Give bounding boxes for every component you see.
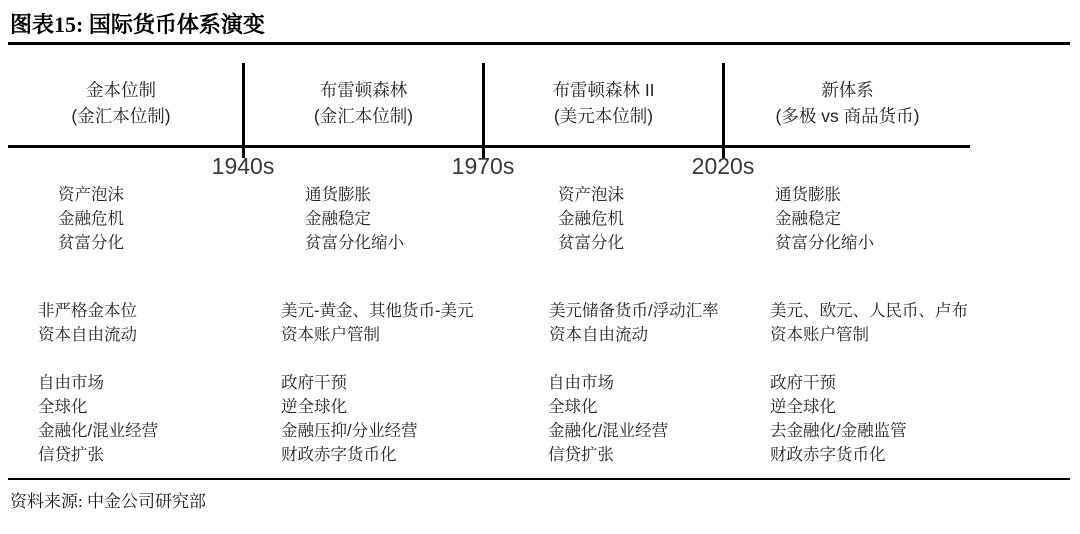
currency-item: 美元储备货币/浮动汇率 [549,302,719,320]
column-divider [722,63,725,158]
outcomes-block-col4 [775,183,874,255]
policy-item: 财政赤字货币化 [281,446,397,464]
column-header-line1: 布雷顿森林 [319,80,408,100]
column-divider [482,63,485,158]
outcome-item: 贫富分化 [58,234,124,252]
outcome-item: 金融危机 [58,210,124,228]
currency-regime-block-col4 [770,299,968,347]
footer-divider [8,478,1070,480]
policy-item: 政府干预 [770,374,836,392]
era-label-2020s: 2020s [691,153,755,179]
policy-block-col2 [281,371,418,467]
policy-item: 自由市场 [38,374,104,392]
policy-block-col3 [548,371,668,467]
era-label-1970s: 1970s [451,153,515,179]
currency-item: 美元-黄金、其他货币-美元 [281,302,474,320]
column-header-bretton-woods [245,77,482,129]
column-header-gold-standard [0,77,242,129]
title-divider [8,42,1070,45]
policy-item: 政府干预 [281,374,347,392]
outcome-item: 金融稳定 [775,210,841,228]
policy-item: 金融压抑/分业经营 [281,422,418,440]
outcome-item: 金融危机 [558,210,624,228]
currency-item: 资本账户管制 [770,326,869,344]
policy-item: 金融化/混业经营 [38,422,159,440]
policy-item: 逆全球化 [281,398,347,416]
source-note: 资料来源: 中金公司研究部 [10,492,206,511]
outcome-item: 贫富分化 [558,234,624,252]
outcome-item: 资产泡沫 [58,186,124,204]
currency-regime-block-col3 [549,299,719,347]
column-header-line2: (多极 vs 商品货币) [775,106,920,126]
column-header-line1: 金本位制 [86,80,156,100]
policy-item: 全球化 [38,398,88,416]
outcome-item: 贫富分化缩小 [775,234,874,252]
policy-block-col1 [38,371,158,467]
column-divider [242,63,245,158]
timeline-axis [8,145,970,148]
figure-title: 图表15: 国际货币体系演变 [10,12,265,37]
era-label-1940s: 1940s [211,153,275,179]
currency-item: 非严格金本位 [38,302,137,320]
policy-item: 财政赤字货币化 [770,446,886,464]
column-header-line1: 新体系 [821,80,874,100]
outcomes-block-col1 [58,183,124,255]
policy-item: 去金融化/金融监管 [770,422,907,440]
column-header-line2: (金汇本位制) [313,106,414,126]
currency-item: 资本账户管制 [281,326,380,344]
column-header-line2: (美元本位制) [553,106,654,126]
outcomes-block-col2 [305,183,404,255]
policy-item: 金融化/混业经营 [548,422,669,440]
outcome-item: 资产泡沫 [558,186,624,204]
currency-regime-block-col1 [38,299,137,347]
column-header-bretton-woods-2 [485,77,722,129]
column-header-line2: (金汇本位制) [71,106,171,126]
policy-item: 信贷扩张 [548,446,614,464]
policy-item: 全球化 [548,398,598,416]
outcome-item: 贫富分化缩小 [305,234,404,252]
policy-item: 信贷扩张 [38,446,104,464]
currency-item: 资本自由流动 [549,326,648,344]
outcome-item: 金融稳定 [305,210,371,228]
policy-item: 自由市场 [548,374,614,392]
outcome-item: 通货膨胀 [305,186,371,204]
outcomes-block-col3 [558,183,624,255]
currency-item: 资本自由流动 [38,326,137,344]
outcome-item: 通货膨胀 [775,186,841,204]
policy-item: 逆全球化 [770,398,836,416]
currency-regime-block-col2 [281,299,474,347]
currency-item: 美元、欧元、人民币、卢布 [770,302,968,320]
column-header-line1: 布雷顿森林 II [552,80,655,100]
policy-block-col4 [770,371,907,467]
column-header-new-system [725,77,970,129]
